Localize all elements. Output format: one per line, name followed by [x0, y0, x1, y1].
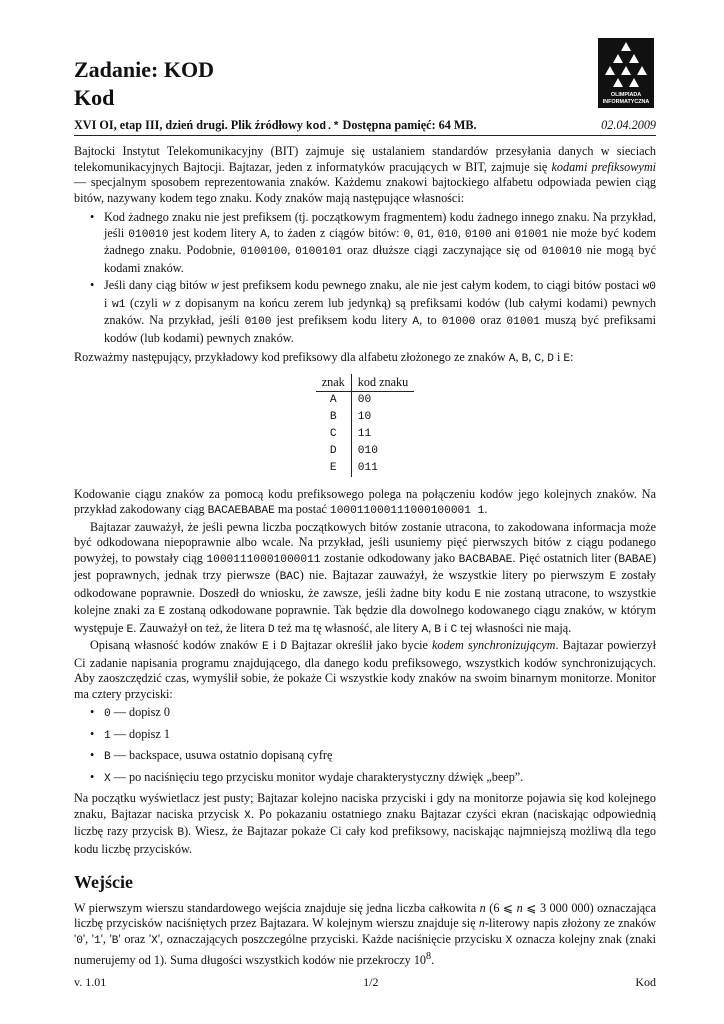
- procedure-paragraph: Na początku wyświetlacz jest pusty; Bajtazar kolejno naciska przyciski i gdy na monitorze pojawia się kod kolejnego znaku, Bajtazar naciska przycisk X. Po pokazaniu ostatniego znaku Bajtazar czyści ekran (naciskając odpowiednią liczbę razy przycisk B). Wiesz, że Bajtazar pokaże Ci cały kod prefiksowy, naciskając najmniejszą możliwą dla tego kodu liczbę przycisków.: [74, 791, 657, 856]
- cell-symbol: E: [316, 460, 352, 477]
- list-item: • 1 — dopisz 1: [104, 727, 656, 745]
- page-title: [74, 56, 214, 112]
- source-file: kod.*: [305, 121, 340, 133]
- table-row: [316, 409, 414, 426]
- logo-text-1: OLIMPIADA: [610, 92, 642, 98]
- contest-info-a: XVI OI, etap III, dzień drugi. Plik źródłowy: [74, 118, 306, 132]
- list-item: • X — po naciśnięciu tego przycisku monitor wydaje charakterystyczny dźwięk „beep”.: [104, 770, 656, 788]
- intro-paragraph: Bajtocki Instytut Telekomunikacyjny (BIT) zajmuje się ustalaniem standardów przesyłania danych w sieciach telekomunikacyjnych Bajtocji. Bajtazar, jeden z informatyków pracujących w BIT, zajmuje się kodami prefiksowymi — specjalnym sposobem reprezentowania znaków. Każdemu znakowi bajtockiego alfabetu odpowiada pewien ciąg bitów, nazywany kodem tego znaku. Kody znaków mają następujące własności:: [74, 144, 657, 205]
- memory-limit: Dostępna pamięć: 64 MB.: [339, 118, 477, 132]
- list-item: • Kod żadnego znaku nie jest prefiksem (tj. początkowym fragmentem) kodu żadnego innego znaku. Na przykład, jeśli 010010 jest kodem litery A, to żaden z ciągów bitów: 0, 01, 010, 0100 ani 01001 nie może być kodem żadnego znaku. Podobnie, 0100100, 0100101 oraz dłuższe ciągi zaczynające się od 010010 nie mogą być kodami znaków.: [104, 210, 656, 276]
- task-title: Zadanie: KOD: [74, 57, 214, 82]
- cell-code: 10: [357, 410, 372, 423]
- contest-date: 02.04.2009: [601, 118, 656, 132]
- cell-code: 011: [357, 461, 378, 474]
- page-number: 1/2: [363, 975, 379, 989]
- olympiad-logo-icon: [598, 38, 654, 108]
- task-name: Kod: [635, 975, 656, 989]
- cell-symbol: C: [316, 426, 352, 443]
- cell-code: 11: [357, 427, 372, 440]
- observation-paragraph: Bajtazar zauważył, że jeśli pewna liczba początkowych bitów zostanie utracona, to zakodowana informacja może być odkodowana niepoprawnie albo wcale. Na przykład, jeśli usuniemy pięć pierwszych bitów z ciągu podanego powyżej, to powstały ciąg 10001110001000011 zostanie odkodowany jako BACBABAE. Pięć ostatnich liter (BABAE) jest poprawnych, jednak trzy pierwsze (BAC) nie. Bajtazar zauważył, że wszystkie litery po pierwszym E zostały odkodowane poprawnie. Doszedł do wniosku, że zawsze, jeśli żadne bity kodu E nie zostaną utracone, to wszystkie kolejne znaki za E zostaną odkodowane poprawnie. Tak będzie dla dowolnego kodowanego ciągu znaków, w którym występuje E. Zauważył on też, że litera D też ma tę własność, ale litery A, B i C tej własności nie mają.: [74, 519, 657, 636]
- task-statement: [74, 144, 656, 969]
- list-item: • Jeśli dany ciąg bitów w jest prefiksem kodu pewnego znaku, ale nie jest całym kodem, to ciągi bitów postaci w0 i w1 (czyli w z dopisanym na końcu zerem lub jedynką) są prefiksami kodów (lub całymi kodami) pewnych znaków. Na przykład, jeśli 0100 jest prefiksem kodu litery A, to 01000 oraz 01001 muszą być prefiksami kodów (lub kodami) pewnych znaków.: [104, 278, 656, 346]
- page-footer: [74, 975, 656, 990]
- table-row: [316, 460, 414, 477]
- version-label: v. 1.01: [74, 975, 107, 989]
- encoding-paragraph: Kodowanie ciągu znaków za pomocą kodu prefiksowego polega na połączeniu kodów jego kolejnych znaków. Na przykład zakodowany ciąg BACAEBABAE ma postać 100011000111000100001 1.: [74, 486, 656, 517]
- table-header-row: [316, 374, 414, 392]
- table-row: [316, 426, 414, 443]
- cell-symbol: D: [316, 443, 352, 460]
- table-row: [316, 443, 414, 460]
- input-paragraph: W pierwszym wierszu standardowego wejścia znajduje się jedna liczba całkowita n (6 ⩽ n ⩽ 3 000 000) oznaczająca liczbę przycisków naciśniętych przez Bajtazara. W kolejnym wierszu znajduje się n-literowy napis złożony ze znaków '0', '1', 'B' oraz 'X', oznaczających poszczególne przyciski. Każde naciśnięcie przycisku X oznacza kolejny znak (znaki numerujemy od 1). Suma długości wszystkich kodów nie przekroczy $10^8$.: [74, 900, 657, 968]
- column-header-code: kod znaku: [351, 374, 414, 392]
- cell-code: 00: [357, 393, 372, 406]
- list-item: • B — backspace, usuwa ostatnio dopisaną cyfrę: [104, 748, 656, 766]
- contest-info-text: [74, 118, 477, 133]
- logo-text-2: INFORMATYCZNA: [602, 99, 650, 105]
- properties-list: [74, 210, 656, 346]
- cell-code: 010: [357, 444, 378, 457]
- header-rule: [74, 135, 656, 136]
- example-intro: Rozważmy następujący, przykładowy kod prefiksowy dla alfabetu złożonego ze znaków A, B, C, D i E:: [74, 350, 574, 365]
- column-header-symbol: znak: [316, 374, 352, 392]
- contest-info: [74, 118, 656, 133]
- cell-symbol: A: [316, 391, 352, 409]
- cell-symbol: B: [316, 409, 352, 426]
- table-row: [316, 391, 414, 409]
- section-heading-input: Wejście: [74, 872, 133, 892]
- list-item: • 0 — dopisz 0: [104, 705, 656, 723]
- code-table: [316, 374, 414, 477]
- task-subtitle: Kod: [74, 85, 115, 110]
- buttons-list: [74, 705, 656, 787]
- olympiad-logo: [598, 38, 654, 108]
- monitor-paragraph: Opisaną własność kodów znaków E i D Bajtazar określił jako bycie kodem synchronizującym. Bajtazar powierzył Ci zadanie napisania programu znajdującego, dla danego kodu prefiksowego, wszystkich kodów synchronizujących. Aby zaoszczędzić czas, wymyślił sobie, że pokaże Ci wszystkie kody znaków na swoim binarnym monitorze. Monitor ma cztery przyciski:: [74, 638, 657, 701]
